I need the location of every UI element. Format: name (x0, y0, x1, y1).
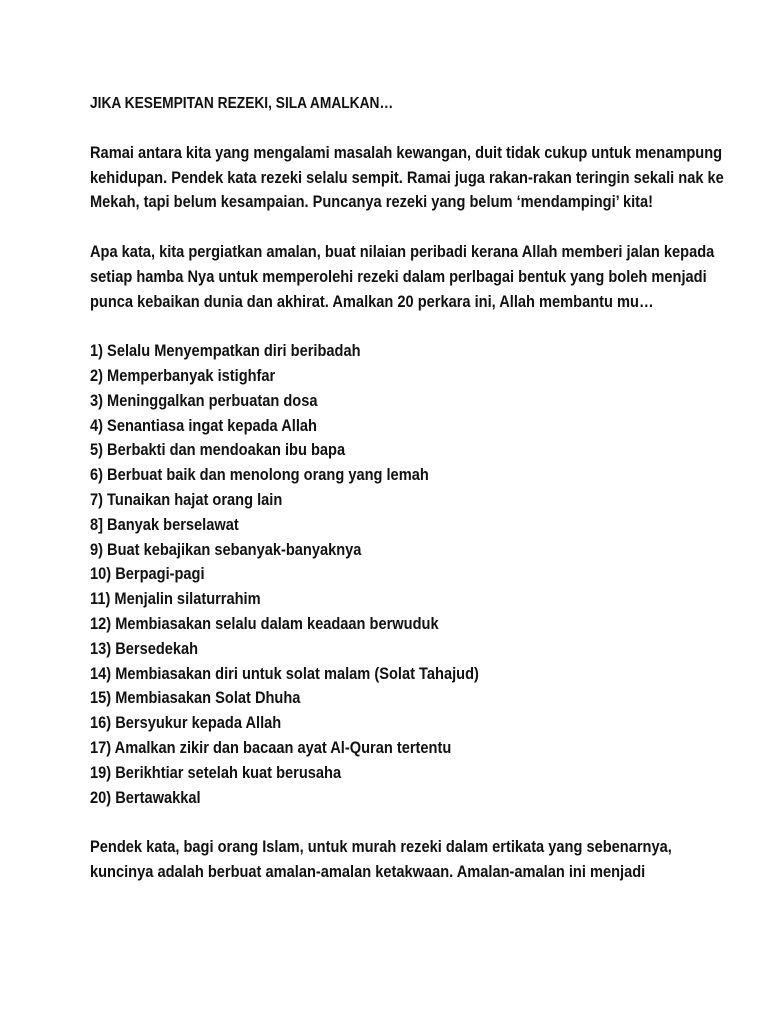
list-item: 2) Memperbanyak istighfar (90, 365, 276, 385)
intro-paragraph-1: Ramai antara kita yang mengalami masalah kewangan, duit tidak cukup untuk menampung kehidupan. Pendek kata rezeki selalu sempit. Ramai juga rakan-rakan teringin sekali nak ke Mekah, tapi belum kesampaian. Puncanya rezeki yang belum ‘mendampingi’ kita! (90, 142, 724, 212)
list-item: 20) Bertawakkal (90, 787, 201, 807)
list-item: 19) Berikhtiar setelah kuat berusaha (90, 762, 342, 782)
list-item: 6) Berbuat baik dan menolong orang yang lemah (90, 465, 429, 485)
list-item: 13) Bersedekah (90, 638, 199, 658)
list-item: 1) Selalu Menyempatkan diri beribadah (90, 341, 361, 361)
list-item: 7) Tunaikan hajat orang lain (90, 489, 283, 509)
intro-paragraph-2: Apa kata, kita pergiatkan amalan, buat nilaian peribadi kerana Allah memberi jalan kepada setiap hamba Nya untuk memperolehi rezeki dalam perlbagai bentuk yang boleh menjadi punca kebaikan dunia dan akhirat. Amalkan 20 perkara ini, Allah membantu mu… (90, 241, 715, 311)
closing-paragraph: Pendek kata, bagi orang Islam, untuk murah rezeki dalam ertikata yang sebenarnya, kuncinya adalah berbuat amalan-amalan ketakwaan. Amalan-amalan ini menjadi (90, 837, 672, 881)
document-body (90, 92, 730, 910)
list-item: 3) Meninggalkan perbuatan dosa (90, 390, 318, 410)
document-title: JIKA KESEMPITAN REZEKI, SILA AMALKAN… (90, 95, 394, 112)
list-item: 17) Amalkan zikir dan bacaan ayat Al-Quran tertentu (90, 737, 452, 757)
list-item: 14) Membiasakan diri untuk solat malam (Solat Tahajud) (90, 663, 479, 683)
list-item: 12) Membiasakan selalu dalam keadaan berwuduk (90, 613, 439, 633)
list-item: 15) Membiasakan Solat Dhuha (90, 688, 301, 708)
list-item: 4) Senantiasa ingat kepada Allah (90, 415, 317, 435)
practice-list (90, 339, 730, 810)
list-item: 11) Menjalin silaturrahim (90, 589, 261, 609)
list-item: 16) Bersyukur kepada Allah (90, 713, 282, 733)
list-item: 8] Banyak berselawat (90, 514, 239, 534)
list-item: 10) Berpagi-pagi (90, 564, 205, 584)
list-item: 9) Buat kebajikan sebanyak-banyaknya (90, 539, 362, 559)
list-item: 5) Berbakti dan mendoakan ibu bapa (90, 440, 346, 460)
